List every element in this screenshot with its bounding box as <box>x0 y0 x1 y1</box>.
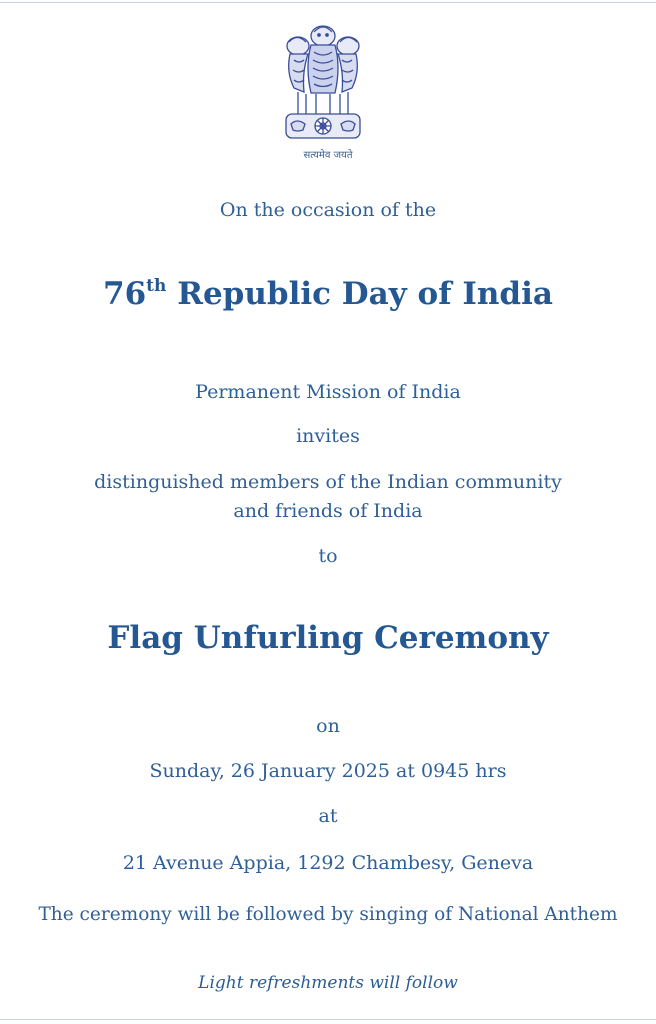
event-title <box>0 276 656 312</box>
audience-line-1: distinguished members of the Indian community <box>94 471 562 493</box>
state-emblem-icon <box>276 20 370 144</box>
ceremony-title: Flag Unfurling Ceremony <box>107 620 549 656</box>
audience-line-2: and friends of India <box>233 500 423 522</box>
emblem-motto: सत्यमेव जयते <box>303 150 353 161</box>
bottom-border <box>0 1019 656 1020</box>
refreshments-note: Light refreshments will follow <box>198 973 458 993</box>
event-address: 21 Avenue Appia, 1292 Chambesy, Geneva <box>122 852 534 874</box>
ceremony-note: The ceremony will be followed by singing of National Anthem <box>38 904 618 925</box>
at-text: at <box>318 805 338 827</box>
to-text: to <box>318 545 338 567</box>
event-number: 76 <box>103 276 147 312</box>
event-datetime: Sunday, 26 January 2025 at 0945 hrs <box>149 760 507 782</box>
event-number-suffix: th <box>146 275 167 296</box>
top-border <box>0 2 656 3</box>
on-text: on <box>316 715 340 737</box>
host-name: Permanent Mission of India <box>195 381 461 403</box>
occasion-intro: On the occasion of the <box>219 199 437 221</box>
event-title-text: Republic Day of India <box>177 276 553 312</box>
invites-text: invites <box>296 425 360 447</box>
